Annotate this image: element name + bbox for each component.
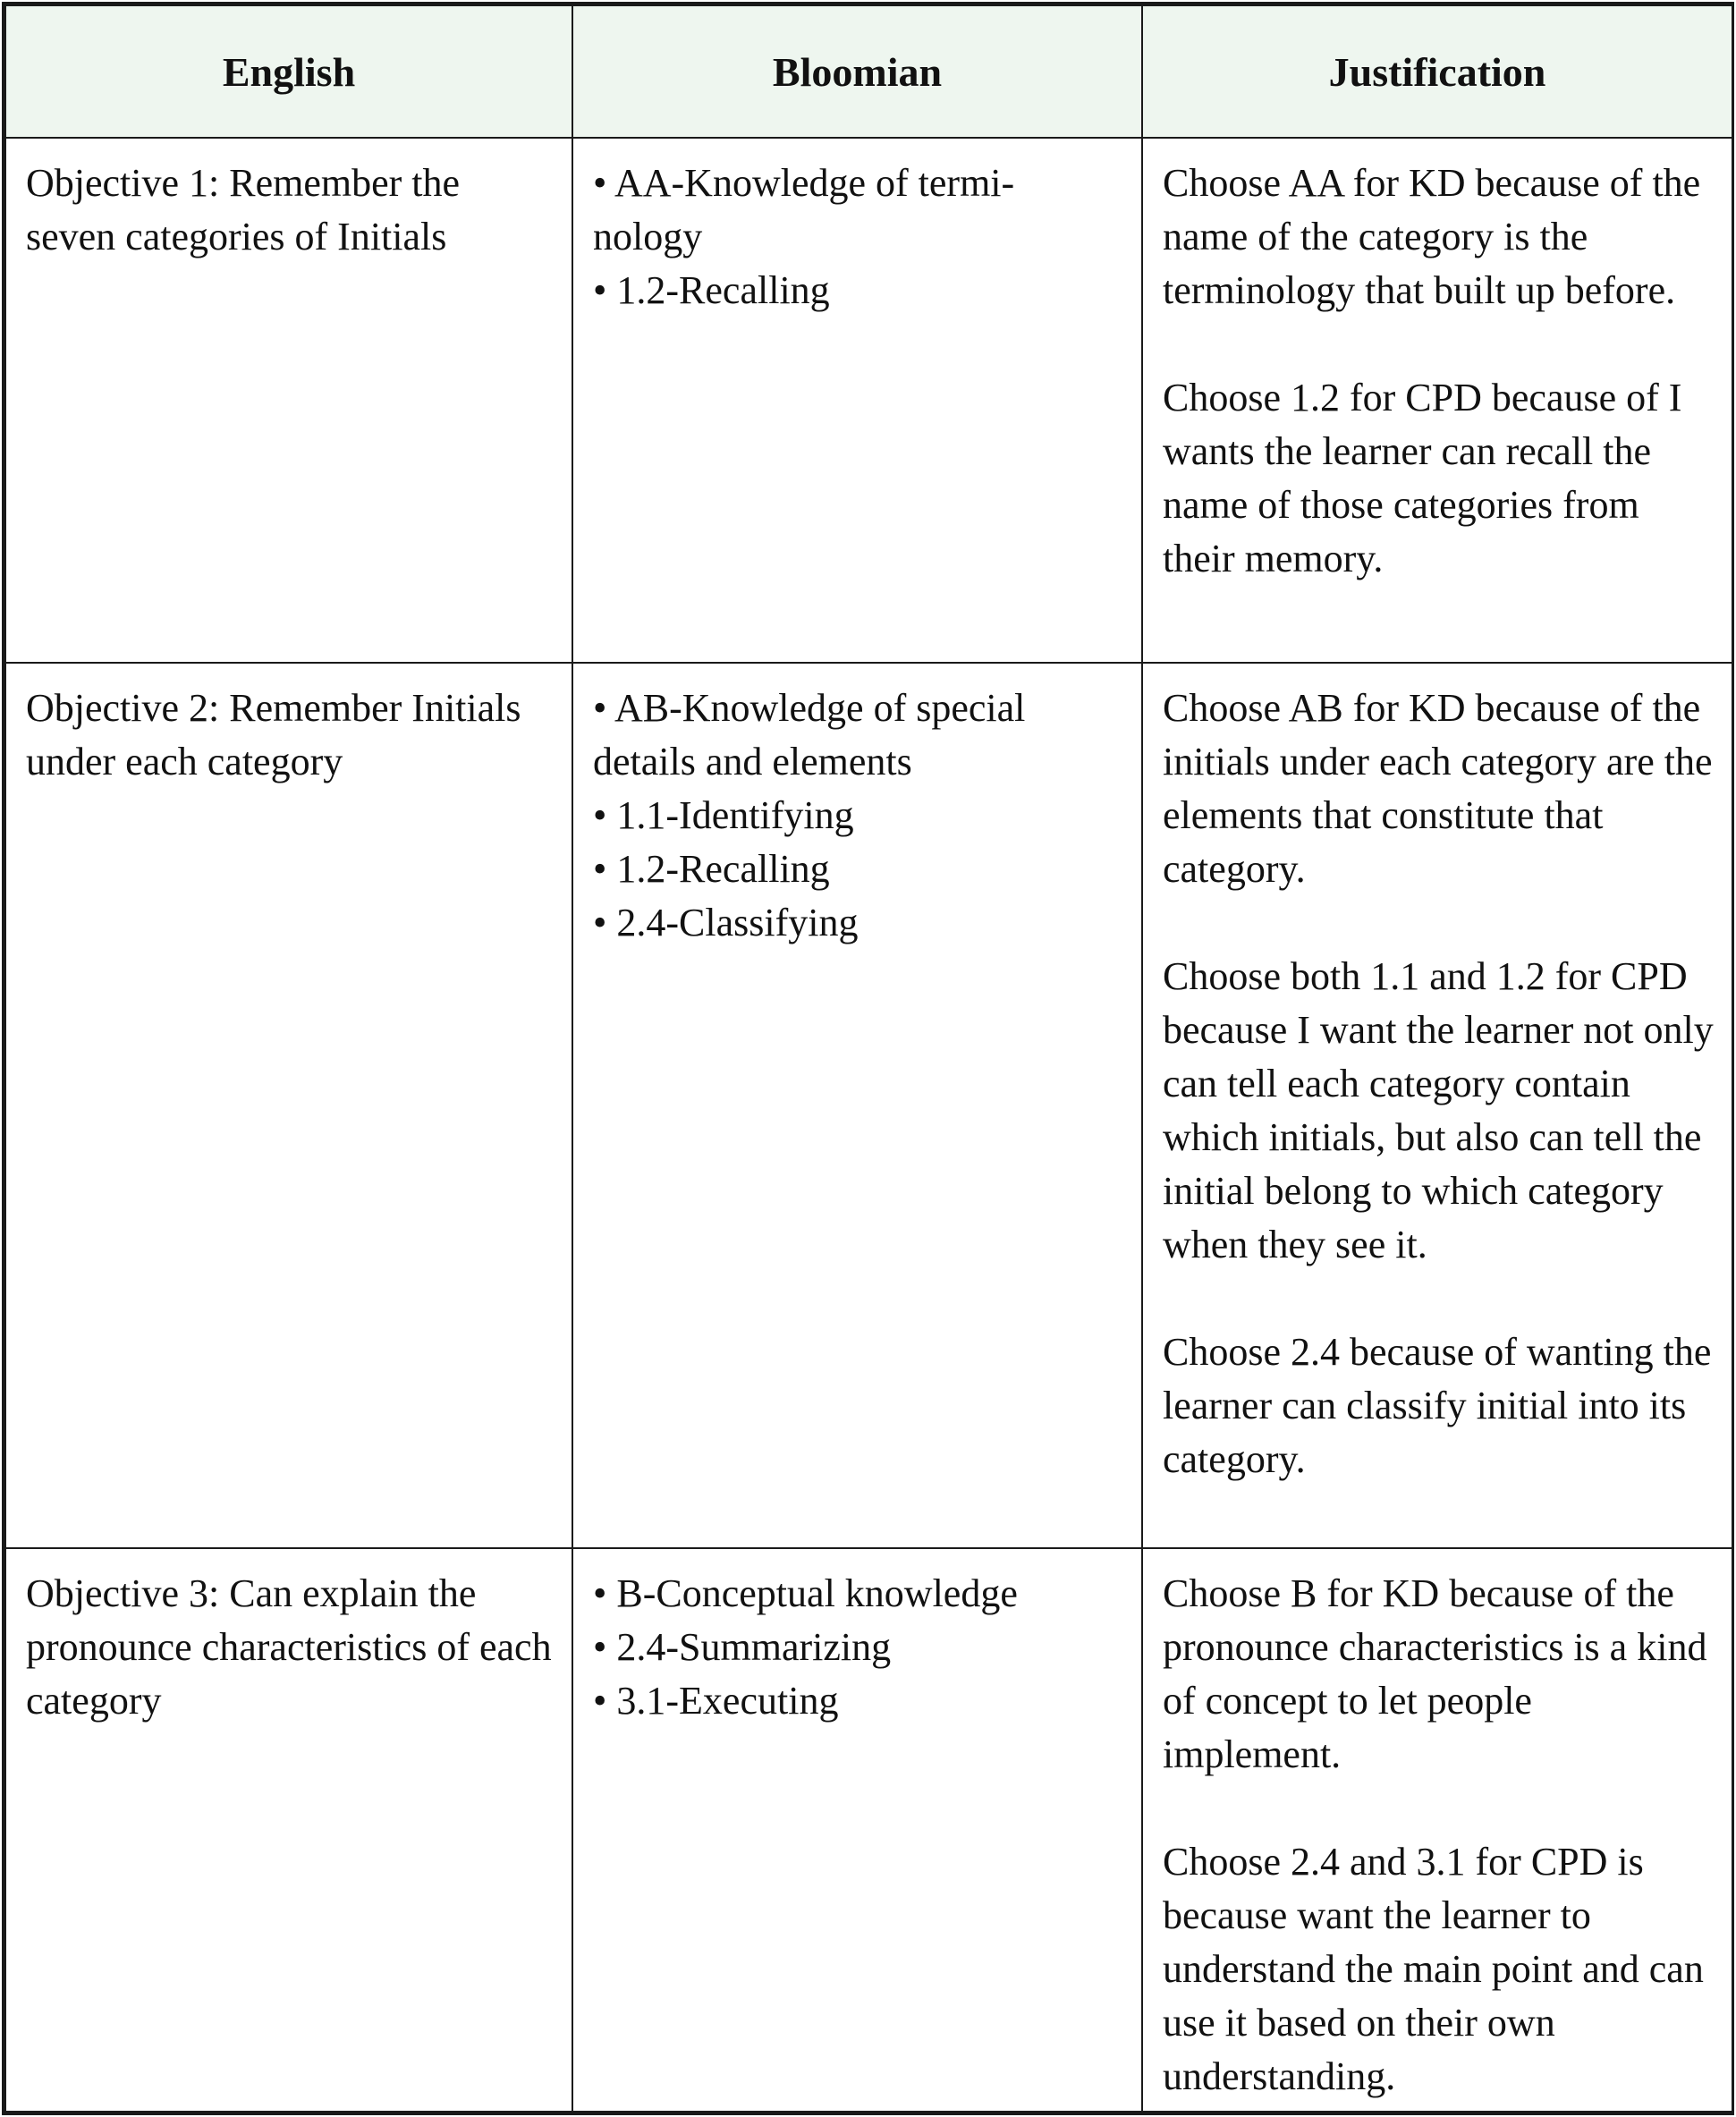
objective-text: Objective 3: Can explain the pronounce characteristics of each category — [26, 1571, 552, 1723]
table-row — [5, 663, 1732, 1548]
justification-cell — [1142, 1548, 1732, 2112]
justification-cell — [1142, 663, 1732, 1548]
justification-cell — [1142, 138, 1732, 663]
bloomian-list — [593, 682, 1123, 950]
bloomian-cell — [572, 1548, 1142, 2112]
justification-paragraph: Choose 1.2 for CPD because of I wants the learner can recall the name of those categories from their memory. — [1163, 376, 1682, 580]
justification-paragraph: Choose 2.4 and 3.1 for CPD is because want the learner to understand the main point and can use it based on their own understanding. — [1163, 1840, 1704, 2098]
justification-paragraph: Choose 2.4 because of wanting the learner can classify initial into its category. — [1163, 1330, 1712, 1481]
header-bloomian: Bloomian — [572, 5, 1142, 138]
bloomian-item: • 1.2-Recalling — [593, 268, 830, 312]
justification-paragraph: Choose B for KD because of the pronounce characteristics is a kind of concept to let people implement. — [1163, 1571, 1707, 1776]
bloomian-item: • AA-Knowledge of termi-nology — [593, 161, 1015, 258]
bloomian-item: • 3.1-Executing — [593, 1679, 839, 1723]
bloomian-item: • AB-Knowledge of special details and elements — [593, 686, 1026, 783]
bloomian-list — [593, 157, 1123, 318]
header-row — [5, 5, 1732, 138]
bloomian-item: • 2.4-Summarizing — [593, 1625, 892, 1669]
english-cell — [5, 663, 572, 1548]
header-justification: Justification — [1142, 5, 1732, 138]
english-cell — [5, 138, 572, 663]
bloomian-item: • 1.1-Identifying — [593, 793, 854, 837]
objectives-table-container — [2, 2, 1734, 2115]
bloomian-item: • 2.4-Classifying — [593, 901, 859, 944]
justification-paragraph: Choose both 1.1 and 1.2 for CPD because I want the learner not only can tell each category contain which initials, but also can tell the initial belong to which category when they see it. — [1163, 954, 1714, 1266]
objective-text: Objective 2: Remember Initials under each category — [26, 686, 521, 783]
objectives-table — [4, 4, 1733, 2113]
justification-paragraph: Choose AA for KD because of the name of the category is the terminology that built up before. — [1163, 161, 1701, 312]
bloomian-cell — [572, 663, 1142, 1548]
justification-paragraph: Choose AB for KD because of the initials under each category are the elements that constitute that category. — [1163, 686, 1713, 891]
bloomian-cell — [572, 138, 1142, 663]
table-row — [5, 1548, 1732, 2112]
english-cell — [5, 1548, 572, 2112]
bloomian-list — [593, 1567, 1123, 1728]
objective-text: Objective 1: Remember the seven categories of Initials — [26, 161, 461, 258]
bloomian-item: • 1.2-Recalling — [593, 847, 830, 891]
header-english: English — [5, 5, 572, 138]
table-row — [5, 138, 1732, 663]
bloomian-item: • B-Conceptual knowledge — [593, 1571, 1018, 1615]
